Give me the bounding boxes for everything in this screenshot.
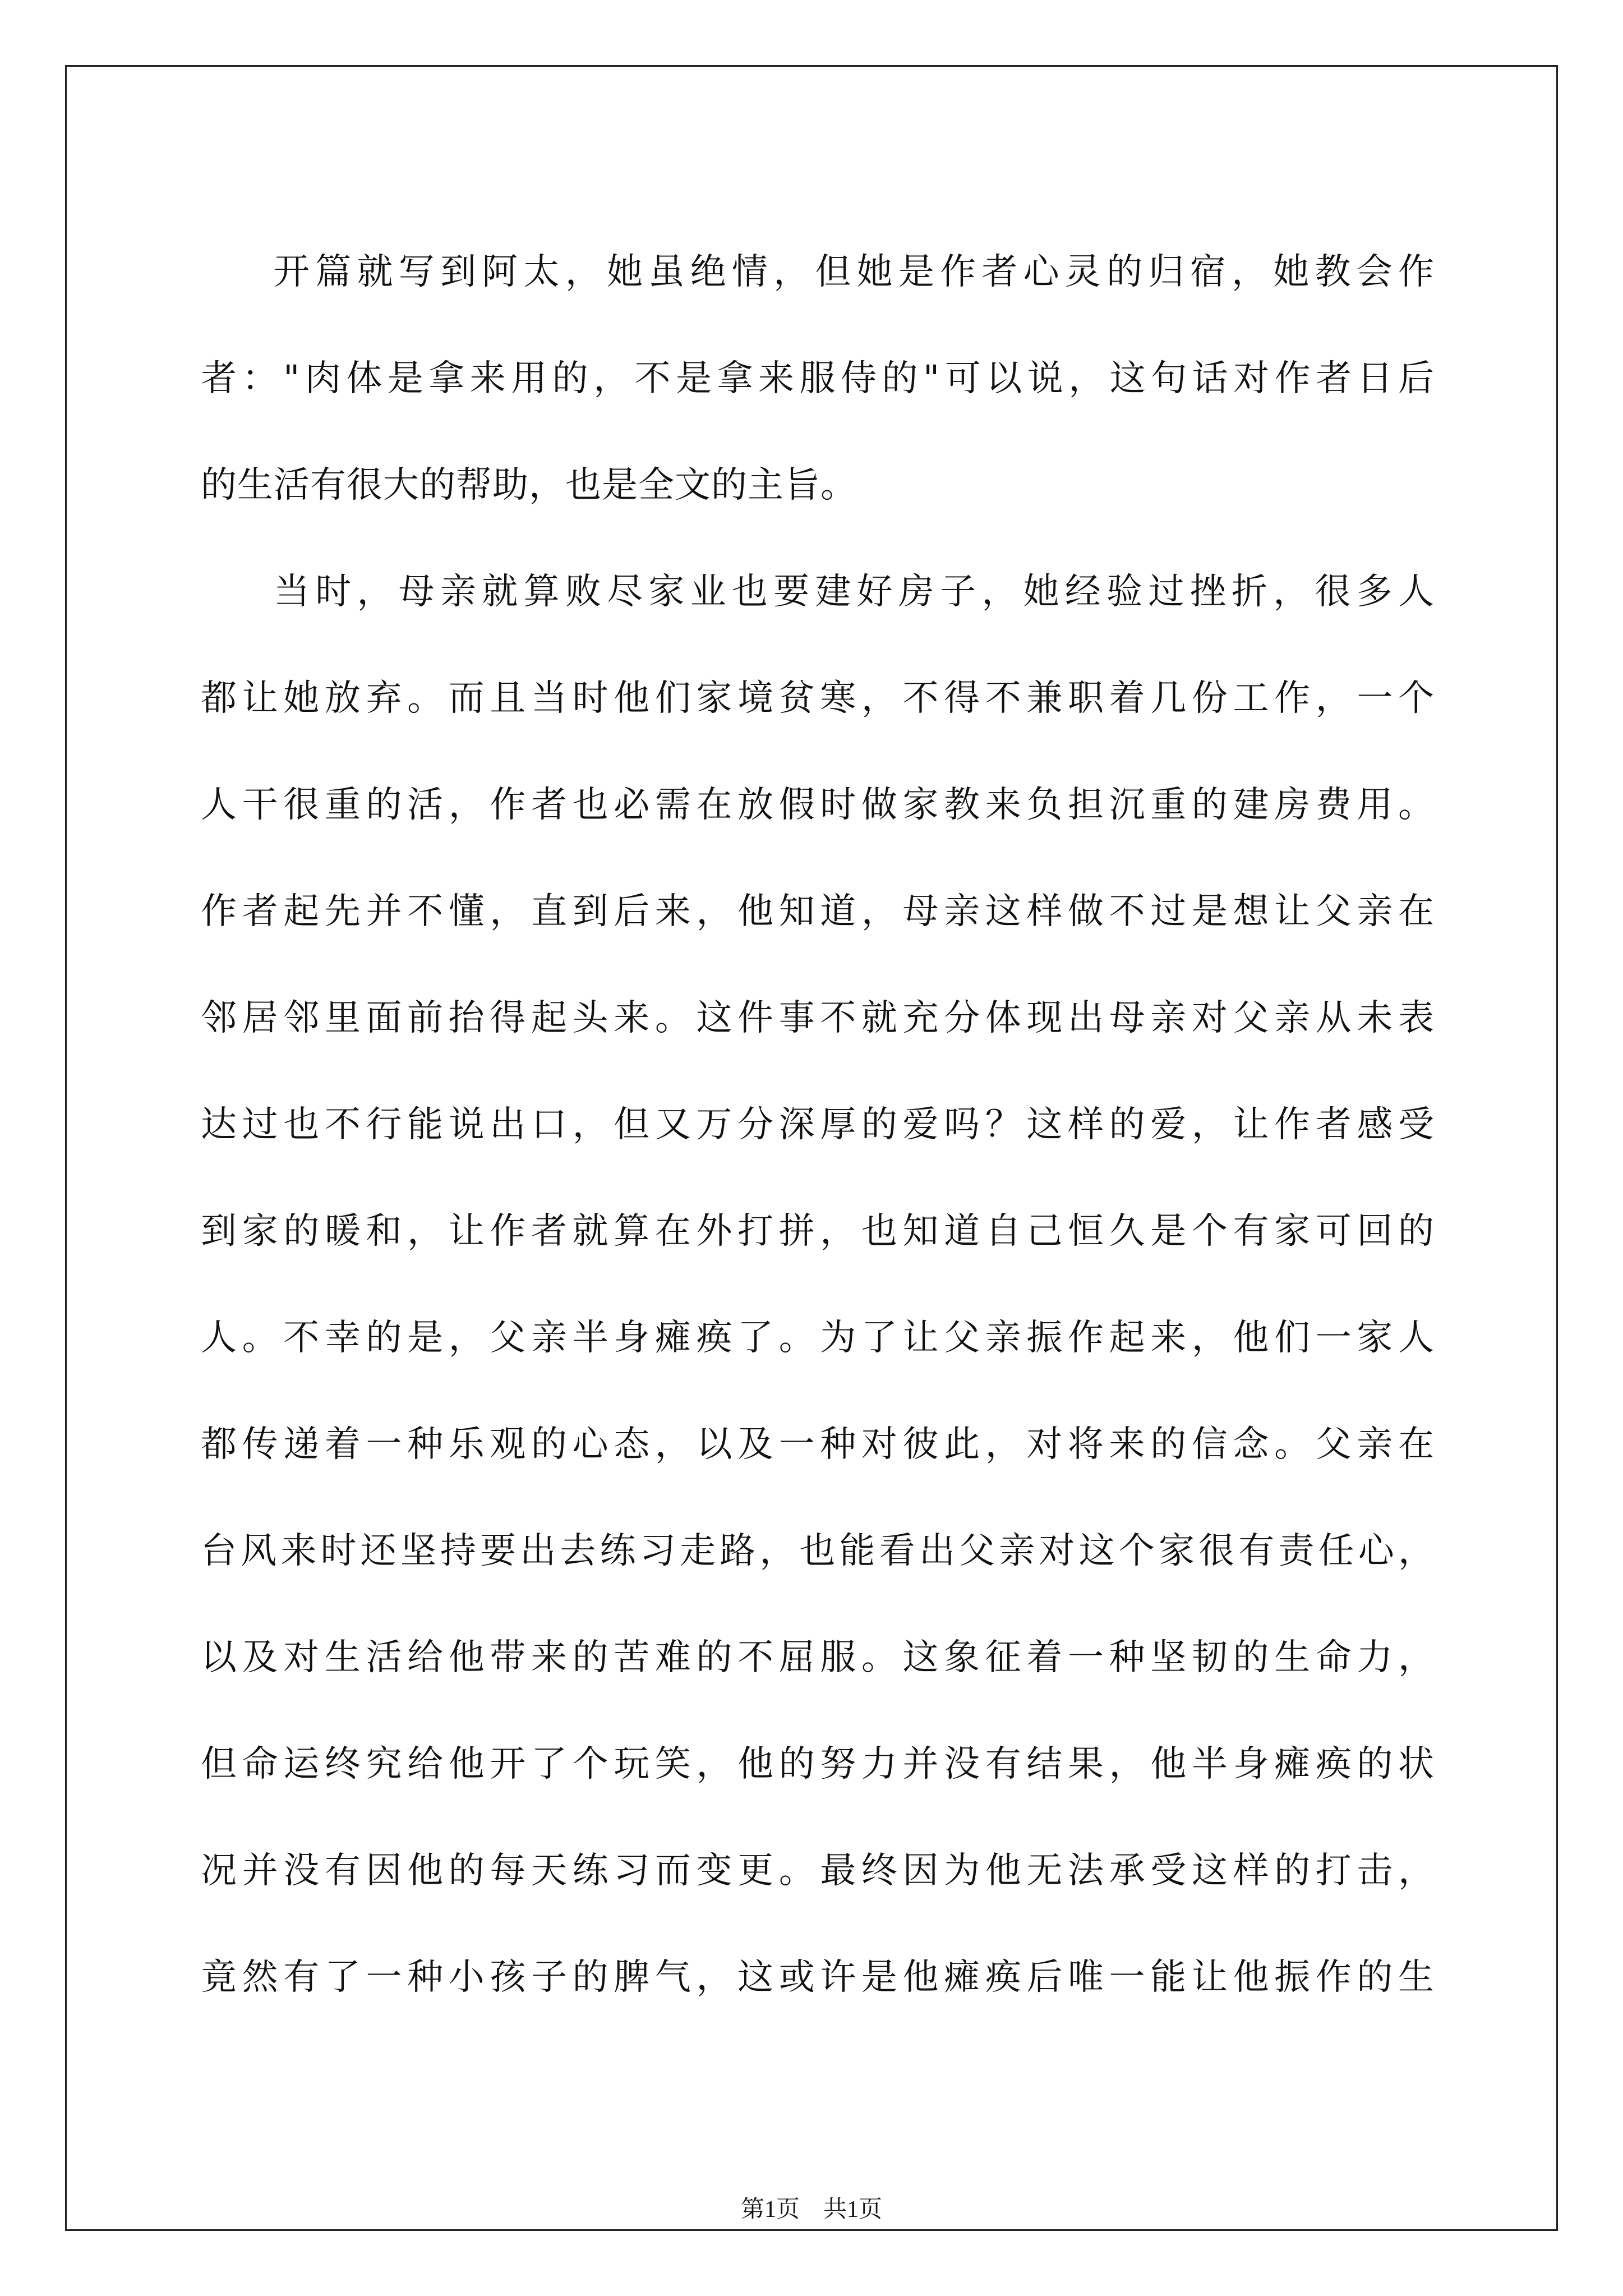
paragraph-line: 都让她放弃。而且当时他们家境贫寒，不得不兼职着几份工作，一个 xyxy=(201,678,1435,719)
paragraph-line: 以及对生活给他带来的苦难的不屈服。这象征着一种坚韧的生命力， xyxy=(201,1637,1435,1678)
paragraph-line: 都传递着一种乐观的心态，以及一种对彼此，对将来的信念。父亲在 xyxy=(201,1424,1435,1465)
paragraph-line: 当时，母亲就算败尽家业也要建好房子，她经验过挫折，很多人 xyxy=(274,571,1435,613)
paragraph-line: 竟然有了一种小孩子的脾气，这或许是他瘫痪后唯一能让他振作的生 xyxy=(201,1957,1435,1998)
paragraph-2 xyxy=(201,539,1435,2031)
page-number-footer: 第1页 共1页 xyxy=(740,2197,882,2223)
paragraph-line: 人干很重的活，作者也必需在放假时做家教来负担沉重的建房费用。 xyxy=(201,784,1435,826)
paragraph-line: 人。不幸的是，父亲半身瘫痪了。为了让父亲振作起来，他们一家人 xyxy=(201,1317,1435,1359)
paragraph-line: 台风来时还坚持要出去练习走路，也能看出父亲对这个家很有责任心， xyxy=(201,1530,1435,1572)
paragraph-line: 作者起先并不懂，直到后来，他知道，母亲这样做不过是想让父亲在 xyxy=(201,891,1435,932)
paragraph-line: 邻居邻里面前抬得起头来。这件事不就充分体现出母亲对父亲从未表 xyxy=(201,997,1435,1039)
paragraph-line: 达过也不行能说出口，但又万分深厚的爱吗？这样的爱，让作者感受 xyxy=(201,1104,1435,1145)
paragraph-line: 到家的暖和，让作者就算在外打拼，也知道自己恒久是个有家可回的 xyxy=(201,1211,1435,1252)
paragraph-line: 开篇就写到阿太，她虽绝情，但她是作者心灵的归宿，她教会作 xyxy=(274,251,1435,293)
paragraph-line: 的生活有很大的帮助，也是全文的主旨。 xyxy=(201,464,857,506)
paragraph-line: 但命运终究给他开了个玩笑，他的努力并没有结果，他半身瘫痪的状 xyxy=(201,1743,1435,1785)
document-body xyxy=(201,219,1435,2031)
paragraph-line: 况并没有因他的每天练习而变更。最终因为他无法承受这样的打击， xyxy=(201,1850,1435,1892)
paragraph-line: 者："肉体是拿来用的，不是拿来服侍的"可以说，这句话对作者日后 xyxy=(201,358,1435,399)
paragraph-1 xyxy=(201,219,1435,539)
